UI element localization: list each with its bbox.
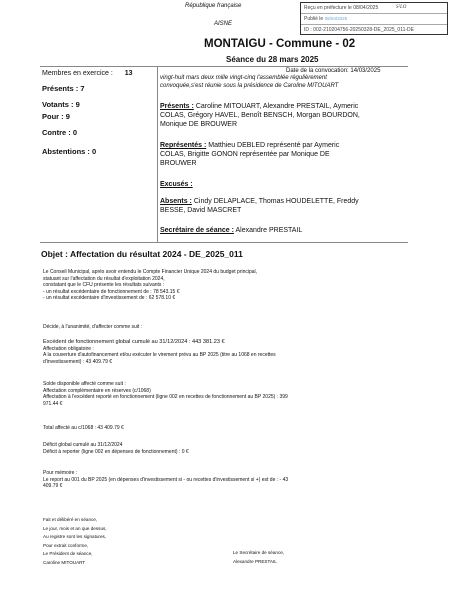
- president-name: Caroline MITOUART: [43, 559, 86, 565]
- body-line: Déficit à reporter (ligne 002 en dépenses de fonctionnement) : 0 €: [43, 448, 189, 455]
- secretary-block: [160, 226, 302, 235]
- footer-line: Le jour, mois et an que dessus,: [43, 525, 107, 531]
- column-divider: [157, 66, 158, 242]
- body-line: A la couverture d'autofinancement et/ou exécuter le virement prévu au BP 2025 (titre au 1068 en recettes: [43, 352, 276, 359]
- objet-title: Objet : Affectation du résultat 2024 - DE_2025_011: [41, 249, 243, 259]
- body-paragraph-4: [43, 381, 413, 407]
- body-paragraph-5: Total affecté au c/1068 : 43 409.79 €: [43, 425, 124, 431]
- intro-line-1: vingt-huit mars deux mille vingt-cinq l'assemblée régulièrement: [160, 75, 327, 81]
- stamp-received: Reçu en préfecture le 08/04/2025: [301, 3, 447, 14]
- body-line: Affectation à l'excédent reporté en fonctionnement (ligne 002 en recettes de fonctionnement au BP 2025) : 399: [43, 394, 288, 401]
- presents-line-2: COLAS, Grégory HAVEL, Benoît BENSCH, Morgan BOURDON,: [160, 112, 360, 119]
- body-line: Le report au 001 du BP 2025 (en dépenses d'investissement si - ou recettes d'investissement si +) est de : - 43: [43, 476, 289, 483]
- body-line: Le Conseil Municipal, après avoir entendu le Compte Financier Unique 2024 du budget principal,: [43, 269, 258, 275]
- session-title: Séance du 28 mars 2025: [226, 55, 319, 64]
- stamp-id: ID : 002-210204756-20250328-DE_2025_011-DE: [304, 27, 414, 33]
- stamp-published-label: Publié le: [304, 16, 324, 22]
- objet-separator: [40, 242, 408, 243]
- presents-line-1: Caroline MITOUART, Alexandre PRESTAIL, Aymeric: [195, 103, 359, 110]
- body-line: Solde disponible affecté comme suit :: [43, 381, 126, 387]
- excuses-block: [160, 180, 193, 189]
- absents-label: Absents :: [160, 198, 192, 205]
- secretary-label: Secrétaire de séance :: [160, 227, 234, 234]
- votants-count: Votants : 9: [42, 100, 80, 109]
- represented-line-3: BROUWER: [160, 160, 197, 167]
- secretary-value: Alexandre PRESTAIL: [235, 227, 303, 234]
- body-line: 409.79 €: [43, 483, 63, 490]
- header-separator: [40, 66, 408, 67]
- footer-line: Fait et délibéré en séance,: [43, 517, 98, 522]
- body-line: 971.44 €: [43, 400, 63, 407]
- footer-line: Le Secrétaire de séance,: [233, 550, 285, 555]
- abstentions-count: Abstentions : 0: [42, 147, 97, 156]
- convocation-date: Date de la convocation: 14/03/2025: [286, 68, 381, 74]
- body-line: Affectation complémentaire en réserves (c/1068): [43, 387, 151, 394]
- footer-line: Au registre sont les signatures,: [43, 534, 107, 540]
- members-label: Membres en exercice :: [42, 70, 113, 77]
- body-line: - un résultat excédentaire d'investissement de : 62 578.10 €: [43, 295, 176, 302]
- footer-left: [43, 516, 107, 568]
- presents-line-3: Monique DE BROUWER: [160, 121, 238, 128]
- absents-block: [160, 197, 410, 215]
- represented-line-1: Matthieu DEBLED représenté par Aymeric: [208, 142, 340, 149]
- stamp-published: [301, 14, 447, 25]
- represented-block: [160, 141, 410, 168]
- represented-line-2: COLAS, Brigitte GONON représentée par Monique DE: [160, 151, 330, 158]
- presents-label: Présents :: [160, 103, 194, 110]
- members-value: 13: [124, 70, 133, 77]
- members-in-office: [42, 69, 133, 78]
- body-paragraph-2: Décide, à l'unanimité, d'affecter comme suit :: [43, 324, 143, 330]
- present-count: Présents : 7: [42, 84, 85, 93]
- contre-count: Contre : 0: [42, 128, 78, 137]
- slo-logo: S²LO: [396, 5, 407, 10]
- body-paragraph-6: [43, 442, 413, 455]
- body-line: Déficit global cumulé au 31/12/2024: [43, 442, 123, 448]
- body-line: statuant sur l'affectation du résultat d'exploitation 2024,: [43, 275, 165, 282]
- footer-right: [233, 549, 284, 566]
- body-line: Affectation obligatoire :: [43, 345, 94, 352]
- intro-line-2: convoquée,s'est réunie sous la présidence de Caroline MITOUART: [160, 83, 339, 89]
- body-paragraph-7: [43, 470, 413, 490]
- body-line: Pour mémoire :: [43, 470, 78, 476]
- absents-line-2: BESSE, David MASCRET: [160, 207, 242, 214]
- department-label: AISNE: [214, 21, 233, 27]
- body-line: Excédent de fonctionnement global cumulé au 31/12/2024 : 443 381.23 €: [43, 339, 225, 345]
- prefecture-stamp: [300, 2, 448, 35]
- body-line: constatant que le CFU présente les résultats suivants :: [43, 282, 165, 289]
- footer-line: Pour extrait conforme,: [43, 542, 89, 548]
- footer-line: Le Président de séance,: [43, 551, 93, 557]
- excuses-label: Excusés :: [160, 181, 193, 188]
- absents-line-1: Cindy DELAPLACE, Thomas HOUDELETTE, Freddy: [193, 198, 359, 205]
- body-paragraph-3: [43, 339, 413, 365]
- secretary-name: Alexandre PRESTAIL: [233, 558, 277, 564]
- commune-title: MONTAIGU - Commune - 02: [204, 38, 356, 50]
- pour-count: Pour : 9: [42, 112, 70, 121]
- presents-block: [160, 102, 410, 129]
- represented-label: Représentés :: [160, 142, 207, 149]
- body-line: d'investissement) : 43 409.79 €: [43, 358, 113, 365]
- stamp-published-date: 08/04/2025: [324, 16, 348, 21]
- body-paragraph-1: [43, 269, 413, 302]
- body-line: - un résultat excédentaire de fonctionnement de : 78 543.15 €: [43, 288, 180, 295]
- republic-label: République française: [185, 3, 242, 9]
